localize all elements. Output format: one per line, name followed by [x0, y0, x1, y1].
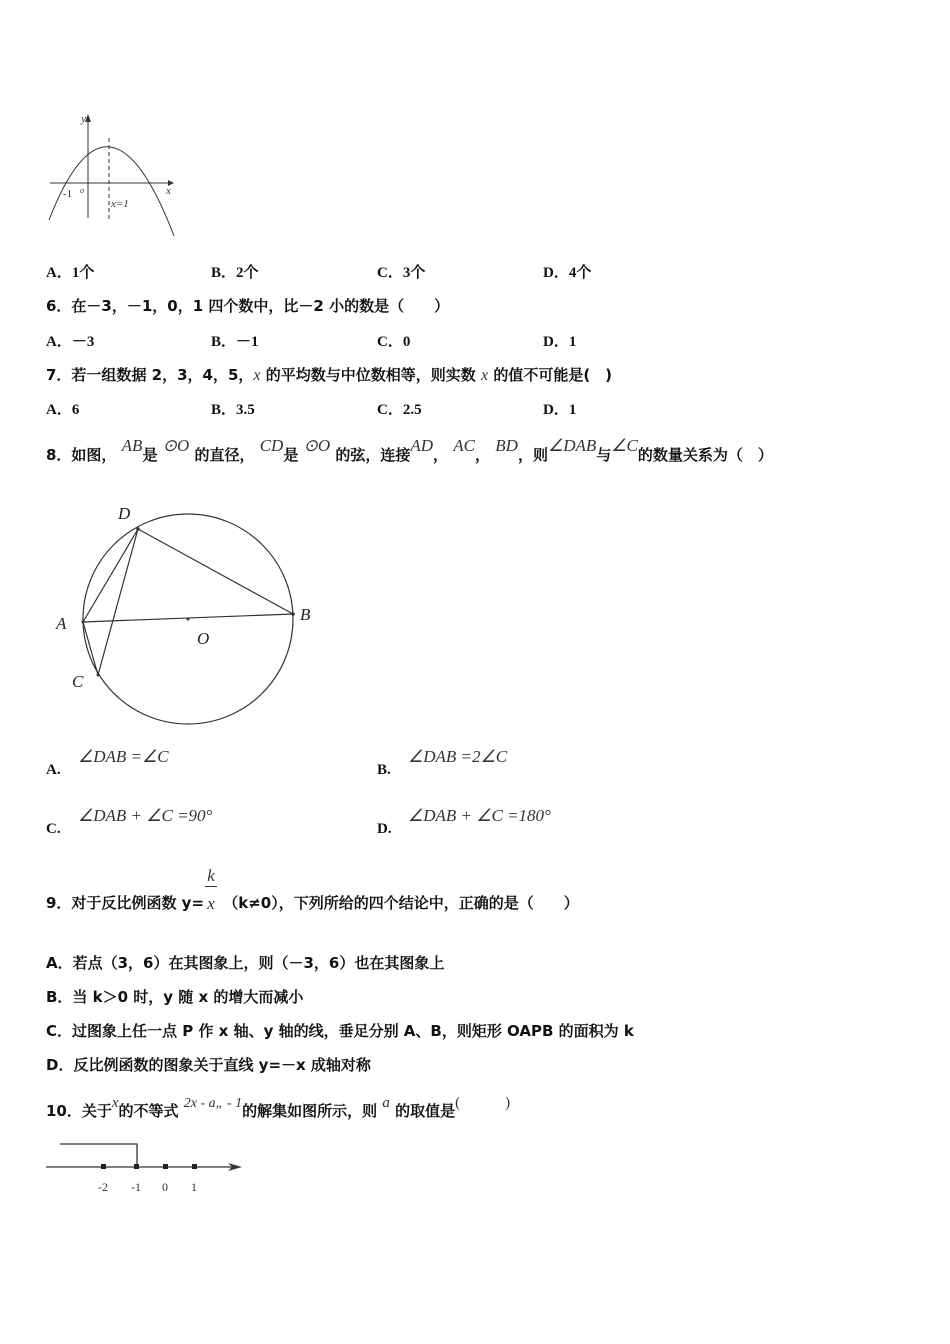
- option-text: 2个: [236, 265, 259, 281]
- q8-stem-part: 的直径，: [194, 446, 255, 464]
- option-letter: B.: [377, 762, 391, 778]
- q8-stem-part: ，则: [517, 446, 548, 464]
- q8-stem-part: ，: [475, 446, 491, 464]
- q7-stem: [46, 364, 612, 385]
- root-label: -1: [63, 188, 73, 200]
- q8-option-a-letter-wrap[interactable]: [46, 762, 61, 779]
- q5-parabola-graph: [44, 108, 184, 243]
- point-label-c: C: [72, 672, 84, 691]
- q8-math-cd: CD: [259, 436, 284, 455]
- q10-stem: [46, 1095, 511, 1121]
- option-text: 6: [71, 402, 80, 418]
- option-text: －1: [236, 334, 259, 350]
- q8-option-d-math: ∠DAB + ∠C =180°: [408, 806, 551, 825]
- option-letter: D．: [543, 265, 569, 281]
- q8-math-ac: AC: [453, 436, 476, 455]
- q10-stem-part: 10．关于: [46, 1102, 112, 1120]
- point-label-o: O: [197, 629, 210, 648]
- q5-option-b[interactable]: [211, 261, 259, 282]
- option-text: －3: [71, 334, 95, 350]
- q10-answer-paren: ( ): [455, 1095, 511, 1111]
- q8-math-circle-o: ⊙O: [162, 436, 190, 455]
- q9-fraction-k-over-x: [204, 865, 218, 914]
- option-text: 0: [402, 334, 411, 350]
- option-letter: D．: [543, 402, 569, 418]
- q10-number-line: [42, 1136, 252, 1196]
- q8-math-ab: AB: [121, 436, 143, 455]
- option-text: 2.5: [402, 402, 422, 418]
- q8-option-b-math: ∠DAB =2∠C: [408, 747, 508, 766]
- q8-stem: [46, 436, 773, 465]
- option-letter: A．: [46, 402, 72, 418]
- q8-stem-part: ，: [433, 446, 449, 464]
- q8-stem-part: 的数量关系为（ ）: [637, 446, 773, 464]
- x-axis-label: x: [166, 185, 171, 197]
- point-label-b: B: [300, 605, 311, 624]
- origin-label: o: [80, 186, 84, 195]
- option-text: 3.5: [236, 402, 255, 418]
- q10-var-x: x: [111, 1095, 119, 1111]
- q8-stem-part: 是: [283, 446, 299, 464]
- option-text: 1个: [71, 265, 95, 281]
- q7-option-b[interactable]: [211, 398, 255, 419]
- q7-stem-part: 7．若一组数据 2，3，4，5，: [46, 366, 254, 384]
- q6-option-c[interactable]: [377, 330, 410, 351]
- q8-option-a-math: ∠DAB =∠C: [78, 747, 169, 766]
- fraction-denominator: x: [207, 893, 215, 913]
- symmetry-axis-label: x=1: [111, 198, 129, 210]
- q7-stem-part: 的平均数与中位数相等，则实数: [260, 366, 481, 384]
- q8-stem-part: 与: [596, 446, 612, 464]
- q6-stem: 6．在－3，－1，0，1 四个数中，比－2 小的数是（ ）: [46, 297, 450, 315]
- q7-var-x: x: [253, 367, 261, 384]
- option-letter: B．: [211, 334, 237, 350]
- point-label-d: D: [118, 504, 131, 523]
- fraction-bar: [205, 886, 217, 887]
- q7-option-a[interactable]: [46, 398, 79, 419]
- q6-option-d[interactable]: [543, 330, 576, 351]
- fraction-numerator: k: [207, 865, 215, 885]
- q7-option-c[interactable]: [377, 398, 422, 419]
- q8-stem-part: 的弦，连接: [335, 446, 411, 464]
- q8-option-c-math: ∠DAB + ∠C =90°: [78, 806, 213, 825]
- option-letter: B．: [211, 265, 237, 281]
- tick-label: -2: [98, 1180, 108, 1194]
- option-text: 3个: [402, 265, 426, 281]
- option-letter: A．: [46, 334, 72, 350]
- option-text: 1: [568, 402, 577, 418]
- q8-stem-part: 8．如图，: [46, 446, 117, 464]
- q8-option-d-letter-wrap[interactable]: [377, 821, 392, 838]
- q9-stem-part: 9．对于反比例函数 y=: [46, 894, 205, 912]
- q5-option-d[interactable]: [543, 261, 591, 282]
- option-text: 1: [568, 334, 577, 350]
- option-letter: C．: [377, 265, 403, 281]
- option-letter: A.: [46, 762, 61, 778]
- q9-option-c[interactable]: C．过图象上任一点 P 作 x 轴、y 轴的线，垂足分别 A、B，则矩形 OAPB 的面积为 k: [46, 1022, 634, 1040]
- option-text: 4个: [568, 265, 592, 281]
- point-label-a: A: [56, 614, 67, 633]
- q7-option-d[interactable]: [543, 398, 576, 419]
- q8-option-c-letter-wrap[interactable]: [46, 821, 61, 838]
- option-letter: C.: [46, 821, 61, 837]
- q9-option-b[interactable]: B．当 k＞0 时，y 随 x 的增大而减小: [46, 988, 304, 1006]
- q10-var-a: a: [382, 1095, 390, 1111]
- option-letter: B．: [211, 402, 237, 418]
- option-letter: D．: [543, 334, 569, 350]
- q7-stem-part: 的值不可能是( ): [488, 366, 613, 384]
- q8-math-bd: BD: [495, 436, 518, 455]
- q8-math-angle-c: ∠C: [611, 436, 638, 455]
- q10-stem-part: 的解集如图所示，则: [242, 1102, 378, 1120]
- q5-option-a[interactable]: [46, 261, 94, 282]
- option-letter: A．: [46, 265, 72, 281]
- q8-option-b-letter-wrap[interactable]: [377, 762, 391, 779]
- tick-label: 0: [162, 1180, 168, 1194]
- q10-stem-part: 的取值是: [395, 1102, 456, 1120]
- y-axis-label: y: [81, 113, 86, 125]
- q9-stem: [46, 865, 579, 914]
- q6-option-a[interactable]: [46, 330, 94, 351]
- q9-option-d[interactable]: D．反比例函数的图象关于直线 y=－x 成轴对称: [46, 1056, 371, 1074]
- q7-var-x: x: [480, 367, 489, 384]
- q9-option-a[interactable]: A．若点（3，6）在其图象上，则（－3，6）也在其图象上: [46, 954, 445, 972]
- q10-stem-part: 的不等式: [118, 1102, 179, 1120]
- q8-stem-part: 是: [142, 446, 158, 464]
- q8-math-angle-dab: ∠DAB: [547, 436, 597, 455]
- q10-inequality: 2x - a„ - 1: [183, 1096, 243, 1111]
- q8-math-ad: AD: [410, 436, 434, 455]
- option-letter: D.: [377, 821, 392, 837]
- parabola-figure: [44, 108, 184, 243]
- q8-circle-figure: [50, 495, 330, 735]
- q5-option-c[interactable]: [377, 261, 425, 282]
- tick-label: -1: [131, 1180, 141, 1194]
- q9-stem-part: （k≠0），下列所给的四个结论中，正确的是（ ）: [223, 894, 579, 912]
- option-letter: C．: [377, 402, 403, 418]
- q6-option-b[interactable]: [211, 330, 259, 351]
- option-letter: C．: [377, 334, 403, 350]
- tick-label: 1: [191, 1180, 197, 1194]
- q8-math-circle-o: ⊙O: [303, 436, 331, 455]
